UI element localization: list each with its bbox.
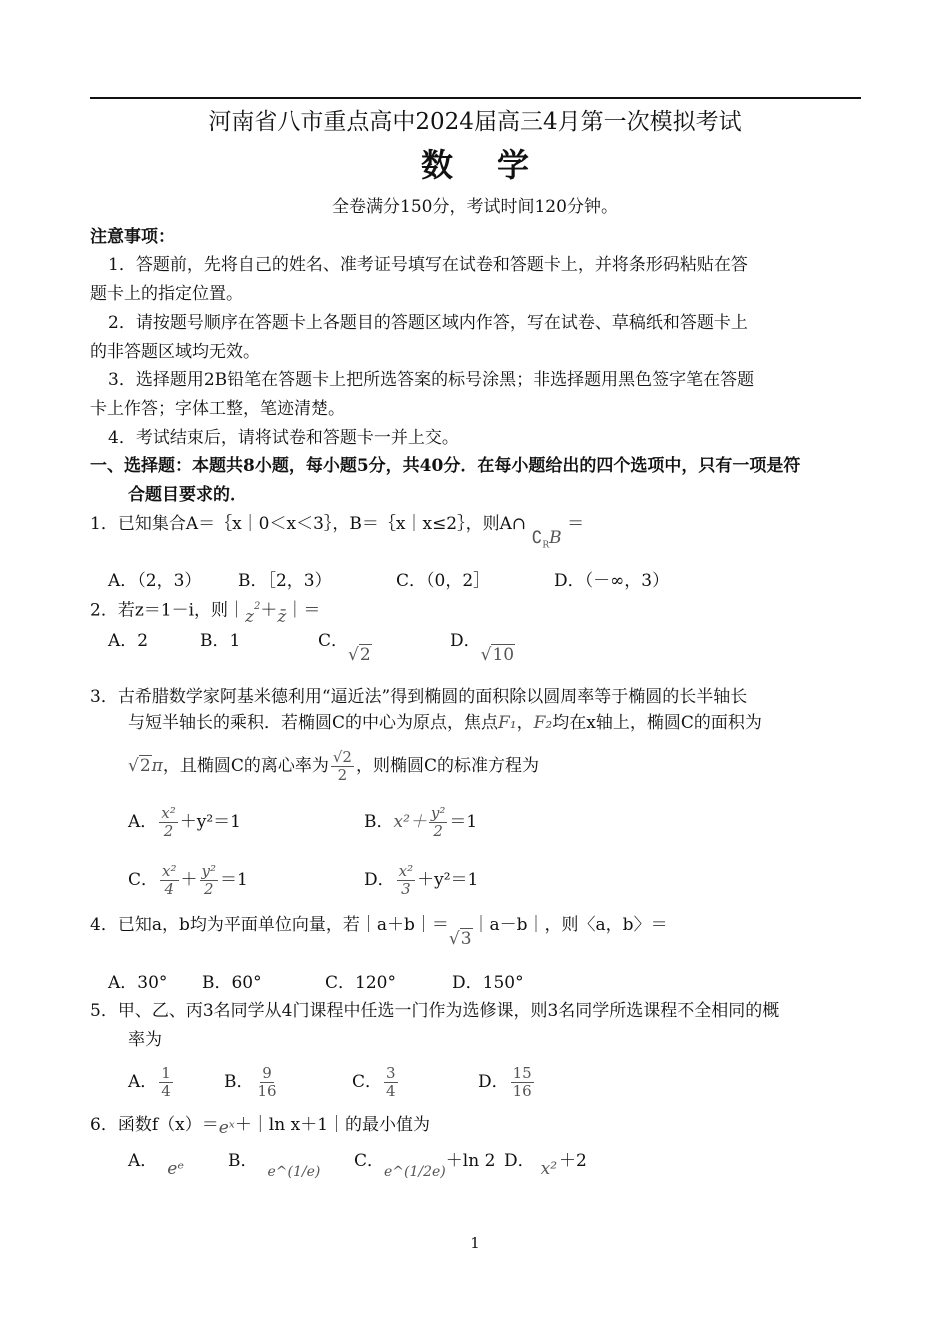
notice-line: 1．答题前，先将自己的姓名、准考证号填写在试卷和答题卡上，并将条形码粘贴在答 (108, 255, 748, 275)
notice-line: 2．请按题号顺序在答题卡上各题目的答题区域内作答，写在试卷、草稿纸和答题卡上 (108, 313, 748, 333)
q3-option-c: C． $\frac{\text{x²}}{4}$ ＋ $\frac{\text{y²}}{2}$ ＝1 (128, 862, 248, 898)
notice-line: 4．考试结束后，请将试卷和答题卡一并上交。 (108, 428, 459, 448)
exam-title: 河南省八市重点高中2024届高三4月第一次模拟考试 (208, 109, 742, 135)
q2-option-b: B．1 (200, 631, 241, 651)
q6-option-b: B．$_{e\^{}(1/e)}$ (228, 1151, 321, 1180)
notice-line: 的非答题区域均无效。 (90, 342, 260, 362)
fraction: $\frac{9}{16}$ (257, 1064, 277, 1100)
top-rule (90, 97, 861, 99)
q1-option-c: C．（0，2］ (396, 571, 491, 591)
notice-line: 3．选择题用2B铅笔在答题卡上把所选答案的标号涂黑；非选择题用黑色签字笔在答题 (108, 370, 755, 390)
q5-option-d: D． $\frac{15}{16}$ (478, 1064, 532, 1100)
q4-option-a: A．30° (108, 973, 168, 993)
section-heading-cont: 合题目要求的． (128, 485, 247, 505)
q1-option-d: D．（－∞，3） (554, 571, 670, 591)
fraction: $\frac{15}{16}$ (512, 1064, 532, 1100)
section-heading: 一、选择题：本题共8小题，每小题5分，共40分．在每小题给出的四个选项中，只有一项是符 (90, 456, 801, 476)
q5-option-a: A． $\frac{1}{4}$ (128, 1064, 171, 1100)
q2-option-d: D．√10 (450, 631, 515, 665)
sqrt-symbol: √3 (448, 929, 472, 949)
fraction: $\frac{3}{4}$ (386, 1064, 396, 1100)
q5-option-c: C． $\frac{3}{4}$ (352, 1064, 396, 1100)
q5-option-b: B． $\frac{9}{16}$ (224, 1064, 277, 1100)
notice-line: 卡上作答；字体工整，笔迹清楚。 (90, 399, 345, 419)
question-3-cont: √2π，且椭圆C的离心率为 $\frac{√2}{2}$ ，则椭圆C的标准方程为 (128, 744, 539, 788)
question-2: 2．若z＝1－i，则$|z^2+z̄|=$ (90, 600, 321, 627)
q1-option-a: A．（2，3） (108, 571, 202, 591)
question-3-cont: 与短半轴长的乘积．若椭圆C的中心为原点，焦点F₁，F₂均在x轴上，椭圆C的面积为 (128, 713, 762, 733)
sqrt-symbol: √2π (128, 756, 163, 776)
question-1: 1．已知集合A＝｛x｜0＜x＜3｝，B＝｛x｜x≤2｝，则A∩ $∁_RB$ ＝ (90, 513, 584, 542)
question-4: 4．已知a，b均为平面单位向量，若｜a＋b｜＝√3｜a－b｜，则〈a，b〉＝ (90, 915, 668, 949)
q2-option-a: A．2 (108, 631, 149, 651)
q4-option-d: D．150° (452, 973, 524, 993)
q1-option-b: B．［2，3） (238, 571, 332, 591)
q6-option-a: A． eᵉ (128, 1151, 184, 1179)
subject-title: 数学 (420, 146, 573, 184)
notice-line: 题卡上的指定位置。 (90, 284, 243, 304)
q4-option-c: C．120° (325, 973, 396, 993)
question-5-cont: 率为 (128, 1030, 162, 1050)
fraction: $\frac{1}{4}$ (161, 1064, 171, 1100)
q1-stem: 1．已知集合A＝｛x｜0＜x＜3｝，B＝｛x｜x≤2｝，则A∩ (90, 514, 527, 534)
question-6: 6．函数f（x）＝eˣ＋｜ln x＋1｜的最小值为 (90, 1115, 431, 1138)
q2-option-c: C．√2 (318, 631, 371, 665)
q6-option-d: D． x² ＋2 (504, 1151, 587, 1179)
exam-info: 全卷满分150分，考试时间120分钟。 (332, 197, 618, 217)
fraction: $\frac{\text{y²}}{2}$ (201, 862, 216, 898)
q1-complement: $∁_RB$ (531, 528, 562, 551)
q3-option-a: A． $\frac{\text{x²}}{2}$ ＋y²＝1 (128, 804, 242, 840)
fraction: $\frac{\text{x²}}{4}$ (162, 862, 177, 898)
page-number: 1 (470, 1234, 480, 1252)
q3-option-b: B．x²＋ $\frac{\text{y²}}{2}$ ＝1 (364, 804, 478, 840)
sqrt-symbol: √10 (480, 645, 515, 665)
notice-heading: 注意事项： (90, 227, 175, 247)
fraction: $\frac{\text{x²}}{2}$ (161, 804, 176, 840)
fraction: $\frac{√2}{2}$ (332, 748, 352, 784)
q4-option-b: B．60° (202, 973, 262, 993)
question-3: 3．古希腊数学家阿基米德利用“逼近法”得到椭圆的面积除以圆周率等于椭圆的长半轴长 (90, 687, 748, 707)
fraction: $\frac{\text{x²}}{3}$ (398, 862, 414, 898)
fraction: $\frac{\text{y²}}{2}$ (430, 804, 446, 840)
sqrt-symbol: √2 (348, 645, 371, 665)
q3-option-d: D． $\frac{\text{x²}}{3}$ ＋y²＝1 (364, 862, 479, 898)
q6-option-c: C．$_{e\^{}(1/2e)}$＋ln 2 (354, 1151, 496, 1180)
question-5: 5．甲、乙、丙3名同学从4门课程中任选一门作为选修课，则3名同学所选课程不全相同的概 (90, 1001, 780, 1021)
